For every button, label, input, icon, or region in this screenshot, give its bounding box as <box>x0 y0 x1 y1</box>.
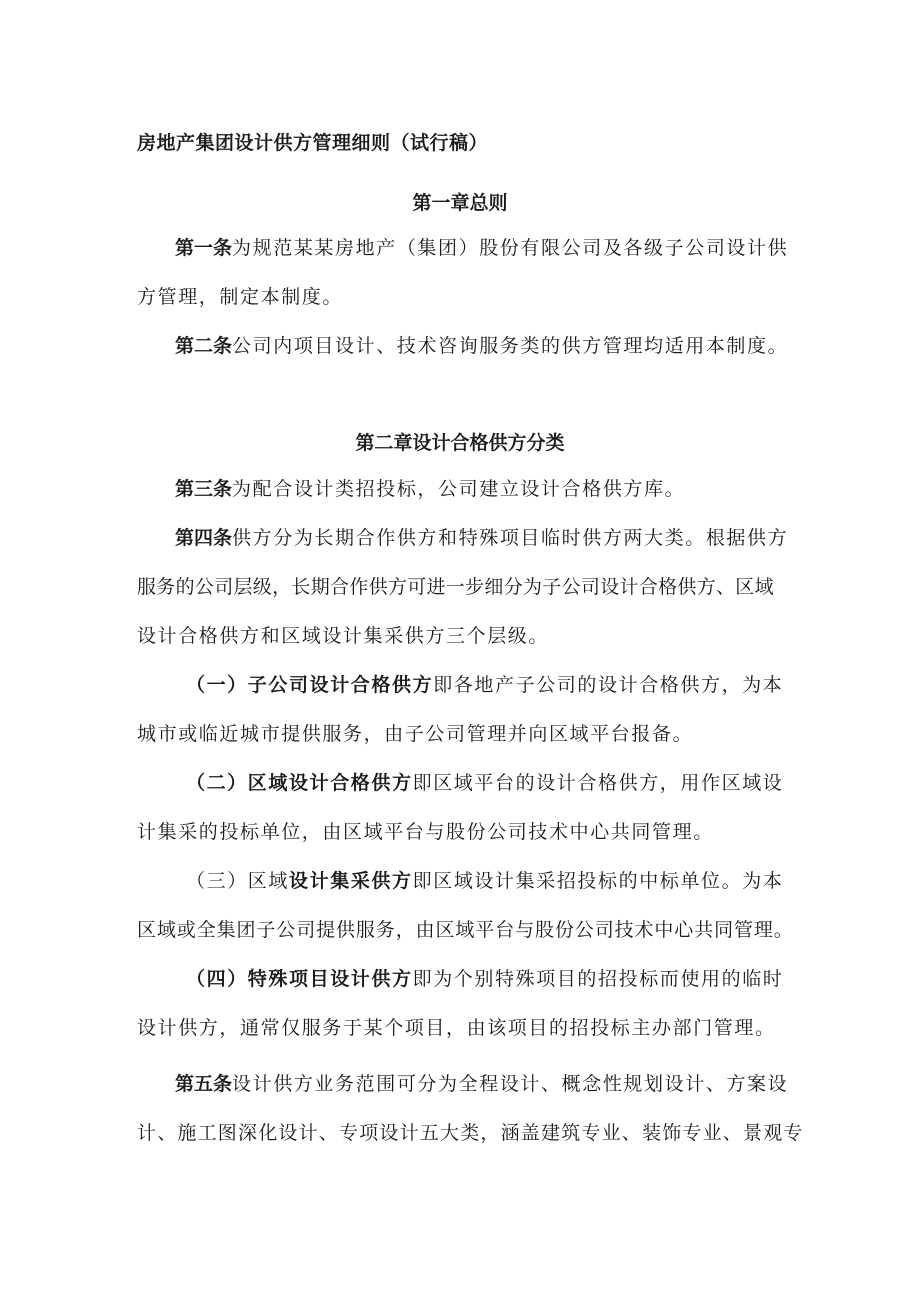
article-1-text: 为规范某某房地产（集团）股份有限公司及各级子公司设计供 <box>232 237 789 259</box>
article-5-line-2: 计、施工图深化设计、专项设计五大类，涵盖建筑专业、装饰专业、景观专 <box>137 1122 804 1144</box>
item-1-line-1 <box>186 673 783 697</box>
article-1-line-2: 方管理，制定本制度。 <box>137 286 344 308</box>
article-3-line-1 <box>175 477 685 501</box>
article-4-line-2: 服务的公司层级，长期合作供方可进一步细分为子公司设计合格供方、区域 <box>137 576 774 598</box>
document-title: 房地产集团设计供方管理细则（试行稿） <box>137 132 489 154</box>
item-4-text: 即为个别特殊项目的招投标而使用的临时 <box>412 968 784 990</box>
item-3-label: 设计集采供方 <box>289 870 413 892</box>
article-3-label: 第三条 <box>175 478 233 500</box>
item-4-line-2: 设计供方，通常仅服务于某个项目，由该项目的招投标主办部门管理。 <box>137 1017 776 1039</box>
article-2-line-1 <box>175 334 788 358</box>
article-2-label: 第二条 <box>175 335 233 357</box>
item-1-text: 即各地产子公司的设计合格供方，为本 <box>433 674 784 696</box>
item-1-label: （一）子公司设计合格供方 <box>186 674 434 696</box>
item-2-line-1 <box>186 771 783 795</box>
article-5-line-1 <box>175 1072 788 1096</box>
article-2-text: 公司内项目设计、技术咨询服务类的供方管理均适用本制度。 <box>232 335 789 357</box>
item-3-prefix: （三）区域 <box>186 870 290 892</box>
article-4-line-3: 设计合格供方和区域设计集采供方三个层级。 <box>137 625 550 647</box>
item-2-text: 即区域平台的设计合格供方，用作区域设 <box>412 772 784 794</box>
article-5-label: 第五条 <box>175 1073 233 1095</box>
item-3-text: 即区域设计集采招投标的中标单位。为本 <box>412 870 784 892</box>
article-3-text: 为配合设计类招投标，公司建立设计合格供方库。 <box>232 478 686 500</box>
item-3-line-1 <box>186 869 783 893</box>
item-2-label: （二）区域设计合格供方 <box>186 772 413 794</box>
article-4-line-1 <box>175 526 788 550</box>
article-4-text: 供方分为长期合作供方和特殊项目临时供方两大类。根据供方 <box>232 527 789 549</box>
article-1-label: 第一条 <box>175 237 233 259</box>
item-3-line-2: 区域或全集团子公司提供服务，由区域平台与股份公司技术中心共同管理。 <box>137 919 794 941</box>
article-4-label: 第四条 <box>175 527 233 549</box>
item-2-line-2: 计集采的投标单位，由区域平台与股份公司技术中心共同管理。 <box>137 821 714 843</box>
item-1-line-2: 城市或临近城市提供服务，由子公司管理并向区域平台报备。 <box>137 723 694 745</box>
item-4-line-1 <box>186 967 783 991</box>
article-5-text: 设计供方业务范围可分为全程设计、概念性规划设计、方案设 <box>232 1073 789 1095</box>
chapter-2-heading: 第二章设计合格供方分类 <box>355 432 565 454</box>
chapter-1-heading: 第一章总则 <box>412 192 508 214</box>
article-1-line-1 <box>175 236 788 260</box>
item-4-label: （四）特殊项目设计供方 <box>186 968 413 990</box>
